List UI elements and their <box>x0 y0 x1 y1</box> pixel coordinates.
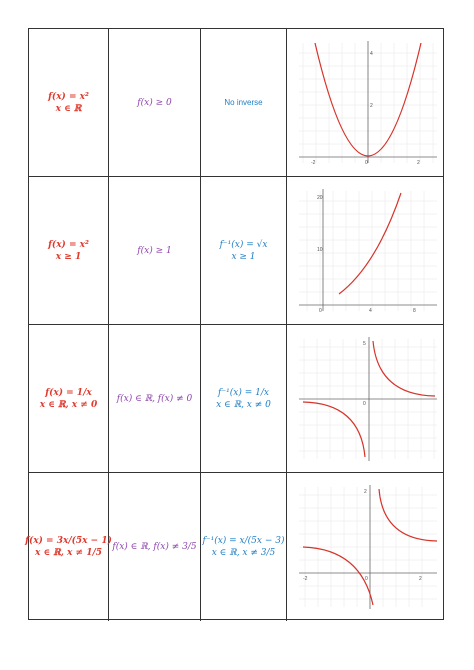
x-tick-label: 0 <box>363 400 366 407</box>
graph-rational <box>291 477 441 617</box>
function-definition: f(x) = 3x/(5x − 1) <box>25 536 112 546</box>
y-tick-label: 2 <box>370 102 373 109</box>
inverse-definition: f⁻¹(x) = x/(5x − 3) <box>202 536 285 546</box>
inverse-cell <box>201 473 287 621</box>
inverse-definition: f⁻¹(x) = √x <box>219 239 268 250</box>
inverse-cell <box>201 177 287 324</box>
range-cell <box>109 177 201 324</box>
function-definition: f(x) = x² <box>48 239 89 250</box>
table-row <box>29 325 443 473</box>
function-range: f(x) ∈ ℝ, f(x) ≠ 3/5 <box>112 542 197 552</box>
function-domain: x ≥ 1 <box>55 251 82 262</box>
function-cell <box>29 325 109 472</box>
x-tick-label: -2 <box>303 576 308 582</box>
range-cell <box>109 325 201 472</box>
range-cell <box>109 29 201 176</box>
x-tick-label: -2 <box>311 159 316 166</box>
y-tick-label: 4 <box>370 50 373 57</box>
function-definition: f(x) = x² <box>48 91 89 102</box>
function-domain: x ∈ ℝ, x ≠ 0 <box>39 399 98 410</box>
inverse-functions-table <box>25 28 444 620</box>
x-tick-label: 8 <box>413 307 416 314</box>
graph-reciprocal <box>291 329 441 469</box>
graph-quadratic-restricted <box>291 181 441 321</box>
function-cell <box>25 473 112 621</box>
x-tick-label: 0 <box>319 307 322 314</box>
table-row <box>25 473 443 621</box>
y-tick-label: 2 <box>364 489 367 495</box>
range-cell <box>109 473 201 621</box>
y-tick-label: 20 <box>317 194 323 201</box>
function-domain: x ∈ ℝ, x ≠ 1/5 <box>34 548 103 558</box>
function-range: f(x) ∈ ℝ, f(x) ≠ 0 <box>116 393 193 404</box>
x-tick-label: 0 <box>365 159 368 166</box>
table-row <box>29 177 443 325</box>
function-range: f(x) ≥ 0 <box>137 97 172 108</box>
function-cell <box>29 177 109 324</box>
inverse-domain: x ∈ ℝ, x ≠ 0 <box>216 399 271 410</box>
function-definition: f(x) = 1/x <box>45 387 92 398</box>
y-tick-label: 10 <box>317 246 323 253</box>
inverse-cell <box>201 325 287 472</box>
y-tick-label: 5 <box>363 340 366 347</box>
x-tick-label: 2 <box>419 576 422 582</box>
x-tick-label: 4 <box>369 307 372 314</box>
inverse-domain: x ∈ ℝ, x ≠ 3/5 <box>211 548 276 558</box>
inverse-domain: x ≥ 1 <box>231 251 256 262</box>
graph-cell <box>287 473 445 621</box>
inverse-cell <box>201 29 287 176</box>
graph-cell <box>287 325 445 472</box>
x-tick-label: 2 <box>417 159 420 166</box>
inverse-definition: No inverse <box>224 98 263 107</box>
function-domain: x ∈ ℝ <box>55 103 82 114</box>
x-tick-label: 0 <box>365 576 368 582</box>
inverse-definition: f⁻¹(x) = 1/x <box>218 387 269 398</box>
graph-parabola <box>291 33 441 173</box>
function-range: f(x) ≥ 1 <box>137 245 172 256</box>
graph-cell <box>287 177 445 324</box>
function-cell <box>29 29 109 176</box>
graph-cell <box>287 29 445 176</box>
table-row <box>29 29 443 177</box>
